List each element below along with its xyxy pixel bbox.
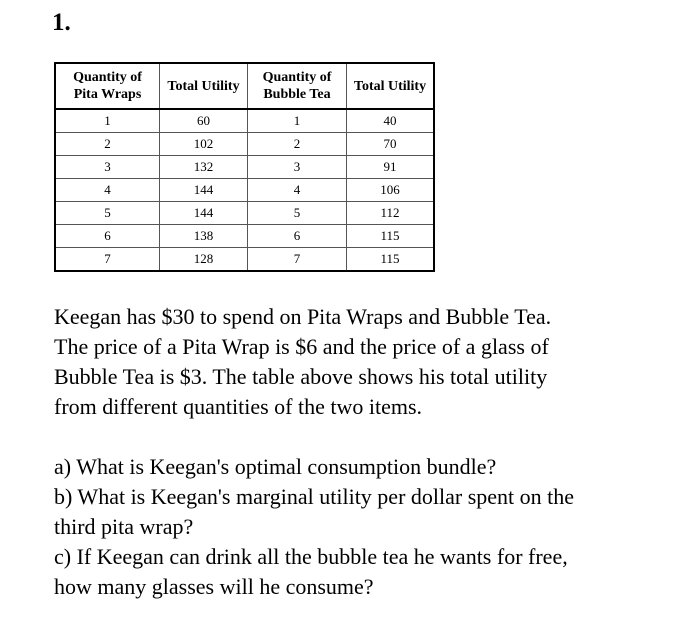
cell-tea-quantity: 7 <box>248 248 347 272</box>
cell-tea-utility: 115 <box>347 248 435 272</box>
cell-pita-utility: 138 <box>160 225 248 248</box>
description-line: from different quantities of the two items. <box>54 394 423 419</box>
question-line: a) What is Keegan's optimal consumption bundle? <box>54 454 497 479</box>
header-total-utility-bubble-tea-text: Total Utility <box>353 78 427 94</box>
cell-tea-quantity: 4 <box>248 179 347 202</box>
header-quantity-bubble-tea-line-2: Bubble Tea <box>263 87 331 102</box>
description-line: The price of a Pita Wrap is $6 and the price of a glass of <box>54 334 549 359</box>
table-row <box>55 225 434 248</box>
cell-pita-utility: 60 <box>160 109 248 133</box>
header-quantity-bubble-tea <box>248 63 347 109</box>
cell-tea-quantity: 3 <box>248 156 347 179</box>
question-line: how many glasses will he consume? <box>54 574 374 599</box>
cell-tea-utility: 112 <box>347 202 435 225</box>
problem-description <box>54 302 694 422</box>
cell-pita-quantity: 4 <box>55 179 160 202</box>
utility-table <box>54 62 435 272</box>
cell-pita-quantity: 3 <box>55 156 160 179</box>
problem-number: 1. <box>52 9 71 36</box>
cell-tea-utility: 70 <box>347 133 435 156</box>
cell-pita-utility: 128 <box>160 248 248 272</box>
question-line: b) What is Keegan's marginal utility per dollar spent on the <box>54 484 575 509</box>
header-quantity-bubble-tea-line-1: Quantity of <box>262 70 332 85</box>
cell-pita-quantity: 5 <box>55 202 160 225</box>
cell-tea-utility: 40 <box>347 109 435 133</box>
table-header <box>55 63 434 109</box>
description-line: Keegan has $30 to spend on Pita Wraps and Bubble Tea. <box>54 304 552 329</box>
table-body <box>55 109 434 271</box>
cell-tea-utility: 106 <box>347 179 435 202</box>
cell-pita-utility: 144 <box>160 202 248 225</box>
cell-tea-utility: 115 <box>347 225 435 248</box>
cell-pita-utility: 144 <box>160 179 248 202</box>
cell-pita-utility: 132 <box>160 156 248 179</box>
cell-tea-quantity: 2 <box>248 133 347 156</box>
header-total-utility-pita <box>160 63 248 109</box>
table-row <box>55 133 434 156</box>
description-line: Bubble Tea is $3. The table above shows his total utility <box>54 364 548 389</box>
table-row <box>55 179 434 202</box>
question-line: c) If Keegan can drink all the bubble tea he wants for free, <box>54 544 568 569</box>
header-quantity-pita <box>55 63 160 109</box>
cell-pita-quantity: 2 <box>55 133 160 156</box>
header-total-utility-bubble-tea <box>347 63 435 109</box>
question-list <box>54 452 694 602</box>
table-row <box>55 156 434 179</box>
cell-tea-quantity: 1 <box>248 109 347 133</box>
question-line: third pita wrap? <box>54 514 194 539</box>
cell-pita-quantity: 7 <box>55 248 160 272</box>
cell-tea-utility: 91 <box>347 156 435 179</box>
cell-tea-quantity: 6 <box>248 225 347 248</box>
cell-pita-utility: 102 <box>160 133 248 156</box>
header-quantity-pita-line-2: Pita Wraps <box>73 87 142 102</box>
cell-pita-quantity: 1 <box>55 109 160 133</box>
cell-pita-quantity: 6 <box>55 225 160 248</box>
table-row <box>55 248 434 272</box>
header-row <box>55 63 434 109</box>
table-row <box>55 109 434 133</box>
header-total-utility-pita-text: Total Utility <box>167 78 240 94</box>
cell-tea-quantity: 5 <box>248 202 347 225</box>
header-quantity-pita-line-1: Quantity of <box>73 70 142 85</box>
table-row <box>55 202 434 225</box>
